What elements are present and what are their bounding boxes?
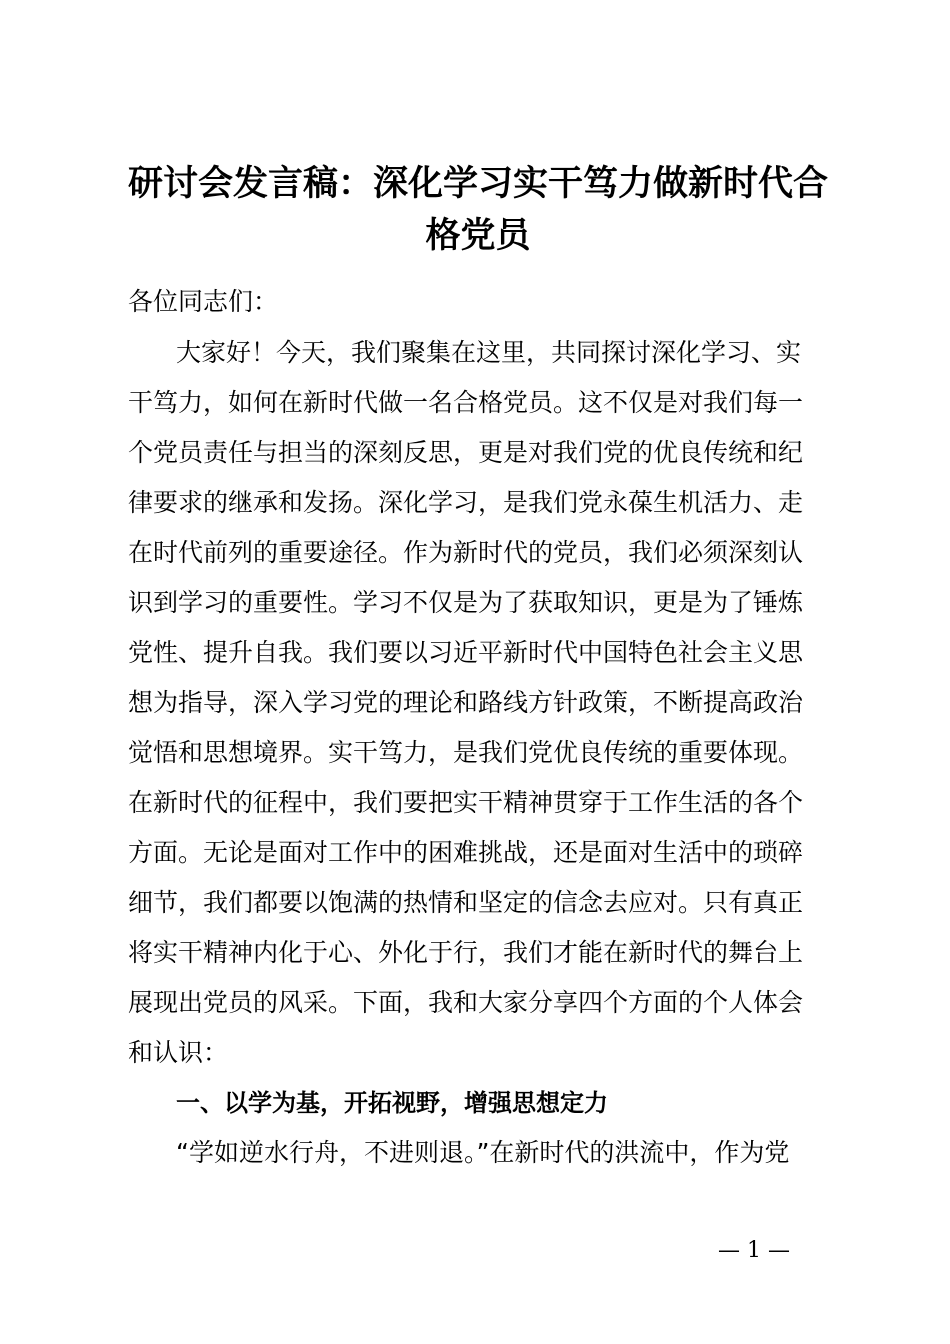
paragraph-line: 律要求的继承和发扬。深化学习，是我们党永葆生机活力、走 [128,488,804,517]
paragraph-line: 方面。无论是面对工作中的困难挑战，还是面对生活中的琐碎 [128,838,804,867]
paragraph-line: 展现出党员的风采。下面，我和大家分享四个方面的个人体会 [128,988,804,1017]
paragraph-line: 大家好！今天，我们聚集在这里，共同探讨深化学习、实 [176,338,802,367]
section-1-heading: 一、以学为基，开拓视野，增强思想定力 [176,1089,608,1117]
paragraph-line: 在时代前列的重要途径。作为新时代的党员，我们必须深刻认 [128,538,804,567]
paragraph-line: 党性、提升自我。我们要以习近平新时代中国特色社会主义思 [128,638,804,667]
document-title [118,158,838,262]
title-line-2: 格党员 [425,216,531,256]
paragraph-line: 想为指导，深入学习党的理论和路线方针政策，不断提高政治 [128,688,804,717]
section-1-first-line: “学如逆水行舟，不进则退。”在新时代的洪流中，作为党 [176,1138,790,1167]
paragraph-line: 觉悟和思想境界。实干笃力，是我们党优良传统的重要体现。 [128,738,804,767]
paragraph-line: 将实干精神内化于心、外化于行，我们才能在新时代的舞台上 [128,938,804,967]
paragraph-line: 和认识： [128,1038,229,1067]
paragraph-line: 识到学习的重要性。学习不仅是为了获取知识，更是为了锤炼 [128,588,804,617]
paragraph-line: 干笃力，如何在新时代做一名合格党员。这不仅是对我们每一 [128,388,804,417]
paragraph-line: 在新时代的征程中，我们要把实干精神贯穿于工作生活的各个 [128,788,804,817]
page-number: — 1 — [718,1238,790,1263]
paragraph-line: 个党员责任与担当的深刻反思，更是对我们党的优良传统和纪 [128,438,804,467]
salutation: 各位同志们： [128,287,279,316]
paragraph-line: 细节，我们都要以饱满的热情和坚定的信念去应对。只有真正 [128,888,804,917]
title-line-1: 研讨会发言稿：深化学习实干笃力做新时代合 [127,164,828,204]
